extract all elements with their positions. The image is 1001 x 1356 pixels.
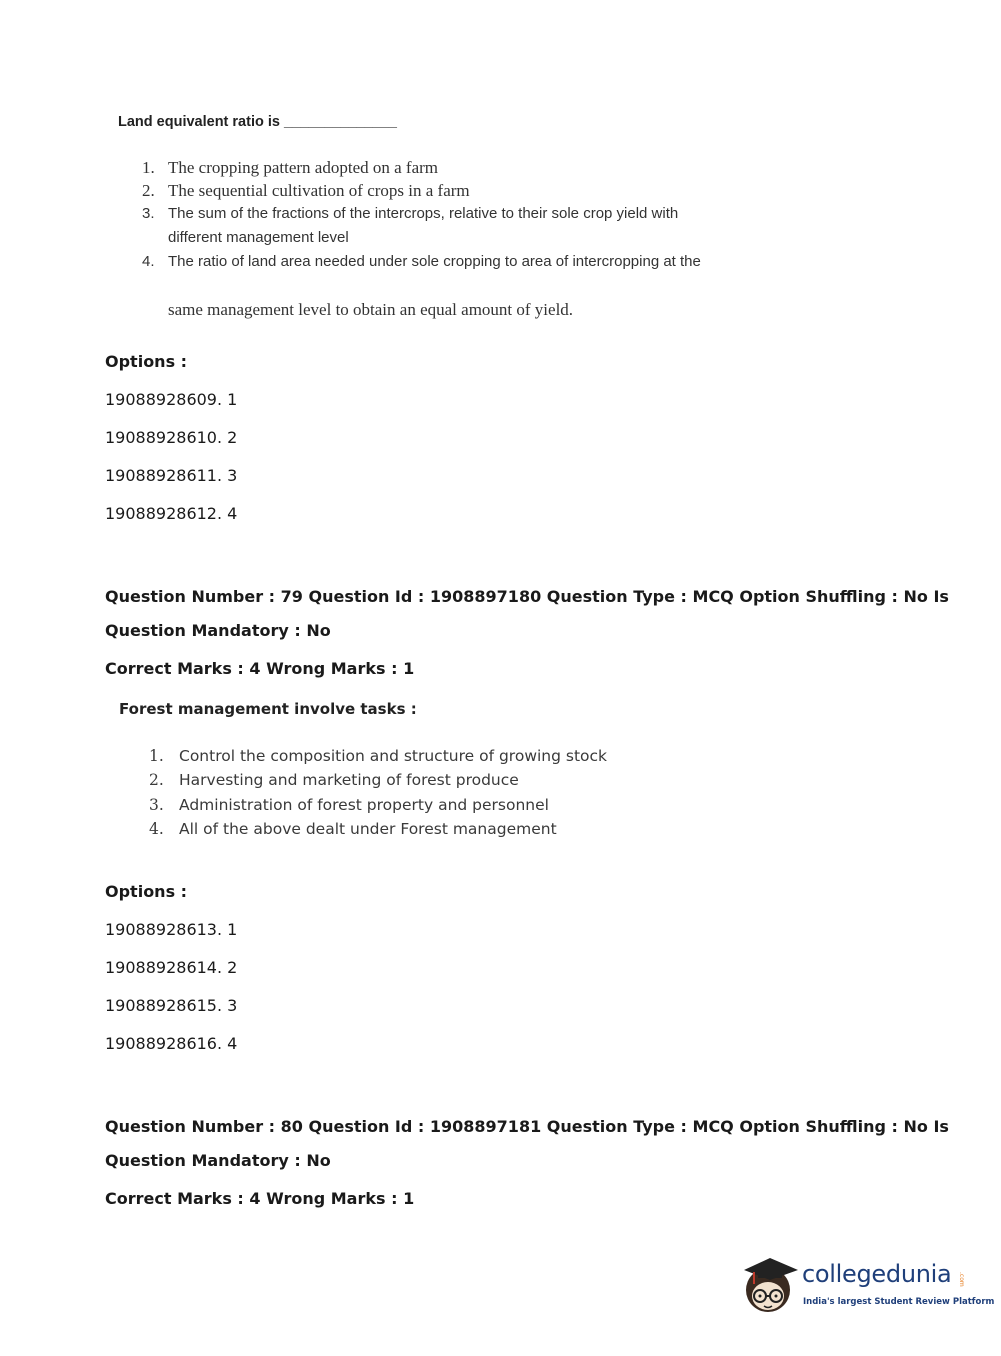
option-item: 19088928616. 4 bbox=[105, 1034, 238, 1053]
item-number: 1. bbox=[149, 747, 164, 765]
question-item-continuation: different management level bbox=[168, 229, 349, 246]
question-marks: Correct Marks : 4 Wrong Marks : 1 bbox=[105, 1189, 415, 1208]
item-number: 2. bbox=[149, 771, 164, 789]
item-text: The cropping pattern adopted on a farm bbox=[168, 158, 439, 177]
option-item: 19088928615. 3 bbox=[105, 996, 238, 1015]
question-mandatory: Question Mandatory : No bbox=[105, 621, 331, 640]
item-number: 4. bbox=[149, 820, 164, 838]
option-item: 19088928614. 2 bbox=[105, 958, 238, 977]
item-text: The sequential cultivation of crops in a farm bbox=[168, 181, 470, 200]
item-text: All of the above dealt under Forest management bbox=[179, 820, 557, 838]
question-stem: Land equivalent ratio is ______________ bbox=[118, 114, 397, 130]
question-item bbox=[149, 796, 549, 814]
option-item: 19088928611. 3 bbox=[105, 466, 238, 485]
option-item: 19088928610. 2 bbox=[105, 428, 238, 447]
question-item bbox=[149, 747, 607, 765]
item-text: The ratio of land area needed under sole cropping to area of intercropping at the bbox=[168, 253, 701, 270]
question-item bbox=[142, 253, 701, 270]
item-text: The sum of the fractions of the intercrops, relative to their sole crop yield with bbox=[168, 205, 679, 222]
logo-domain-suffix: .com bbox=[958, 1272, 965, 1287]
question-header: Question Number : 80 Question Id : 1908897181 Question Type : MCQ Option Shuffling : No Is bbox=[105, 1117, 949, 1136]
option-item: 19088928613. 1 bbox=[105, 920, 238, 939]
item-number: 1. bbox=[142, 158, 155, 177]
question-item bbox=[142, 181, 470, 201]
question-header: Question Number : 79 Question Id : 1908897180 Question Type : MCQ Option Shuffling : No Is bbox=[105, 587, 949, 606]
question-marks: Correct Marks : 4 Wrong Marks : 1 bbox=[105, 659, 415, 678]
question-item-continuation: same management level to obtain an equal amount of yield. bbox=[168, 300, 574, 319]
item-number: 3. bbox=[149, 796, 164, 814]
question-mandatory: Question Mandatory : No bbox=[105, 1151, 331, 1170]
options-label: Options : bbox=[105, 352, 188, 371]
question-stem: Forest management involve tasks : bbox=[119, 700, 417, 718]
item-number: 3. bbox=[142, 205, 155, 222]
option-item: 19088928612. 4 bbox=[105, 504, 238, 523]
question-item bbox=[142, 158, 438, 178]
question-item bbox=[149, 820, 557, 838]
item-number: 2. bbox=[142, 181, 155, 200]
logo-wordmark: collegedunia bbox=[802, 1260, 952, 1288]
logo-tagline: India's largest Student Review Platform bbox=[803, 1297, 995, 1307]
collegedunia-logo bbox=[740, 1250, 995, 1320]
option-item: 19088928609. 1 bbox=[105, 390, 238, 409]
item-text: Control the composition and structure of growing stock bbox=[179, 747, 608, 765]
item-text: Administration of forest property and personnel bbox=[179, 796, 549, 814]
item-number: 4. bbox=[142, 253, 155, 270]
item-text: Harvesting and marketing of forest produce bbox=[179, 771, 519, 789]
question-item bbox=[149, 771, 519, 789]
question-item bbox=[142, 205, 678, 222]
options-label: Options : bbox=[105, 882, 188, 901]
mascot-icon bbox=[740, 1250, 802, 1320]
